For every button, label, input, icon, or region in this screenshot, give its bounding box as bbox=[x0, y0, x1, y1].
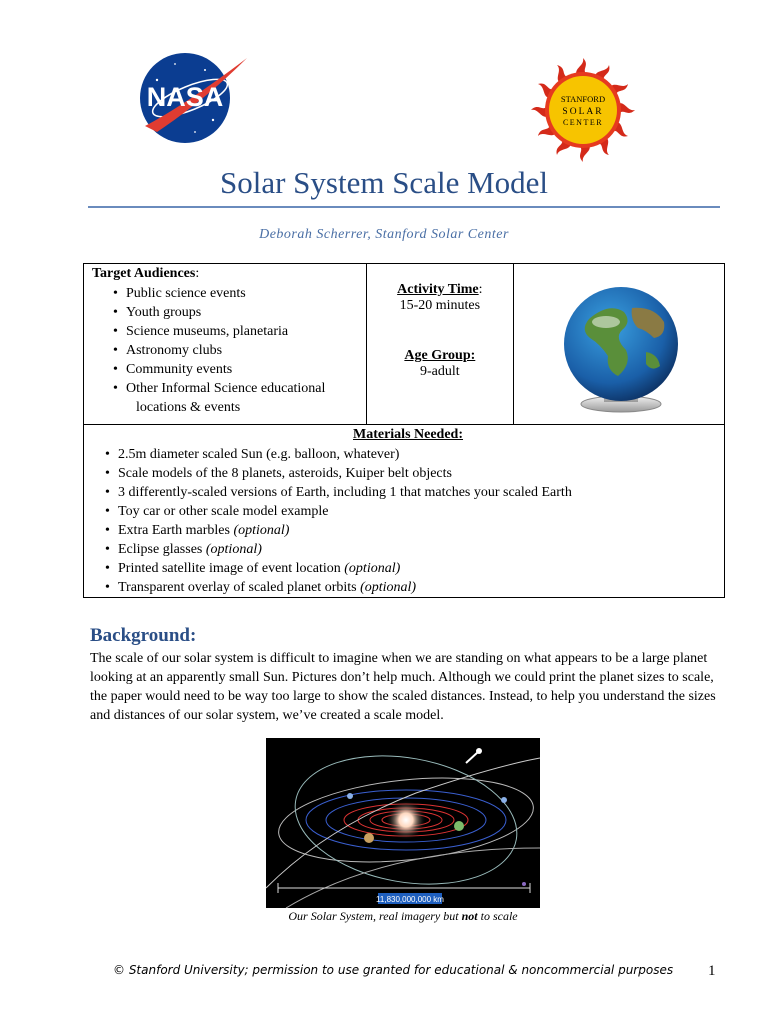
list-item: • Community events bbox=[113, 362, 233, 377]
activity-time-value: 15-20 minutes bbox=[399, 298, 481, 313]
earth-globe-image bbox=[514, 264, 728, 422]
target-audiences-cell: Target Audiences: • Public science events • Youth groups • Science museums, planetaria • Astronomy clubs • Community events • Other Informal Science educational locations & events bbox=[84, 264, 367, 425]
list-item: • Transparent overlay of scaled planet orbits (optional) bbox=[105, 580, 417, 595]
target-audiences-heading: Target Audiences bbox=[92, 266, 196, 281]
globe-image-cell bbox=[513, 264, 724, 425]
copyright-footer: © Stanford University; permission to use granted for educational & noncommercial purposes bbox=[113, 963, 674, 977]
materials-heading: Materials Needed: bbox=[352, 427, 464, 442]
list-item: • Other Informal Science educational bbox=[113, 381, 326, 396]
list-item: • Printed satellite image of event location (optional) bbox=[105, 561, 401, 576]
solar-system-image bbox=[266, 738, 540, 908]
activity-time-cell: Activity Time: 15-20 minutes Age Group: 9-adult bbox=[366, 264, 513, 425]
scale-distance-label: 11,830,000,000 km bbox=[376, 895, 444, 904]
activity-info-table bbox=[83, 263, 725, 598]
background-paragraph: The scale of our solar system is difficult to imagine when we are standing on what appears to be a large planet looking at an apparently small Sun. Pictures don’t help much. Although we could print the planet sizes to scale, the paper would need to be way too large to show the scaled distances. Instead, to help you understand the sizes and distances of our solar system, we’ve created a scale model. bbox=[90, 651, 716, 723]
author-line: Deborah Scherrer, Stanford Solar Center bbox=[259, 227, 509, 242]
stanford-logo-text-3: CENTER bbox=[562, 118, 604, 127]
materials-cell bbox=[84, 425, 725, 598]
list-item: • 3 differently-scaled versions of Earth, including 1 that matches your scaled Earth bbox=[105, 485, 572, 500]
figure-caption: Our Solar System, real imagery but not to scale bbox=[288, 909, 518, 923]
list-item: • Science museums, planetaria bbox=[113, 324, 289, 339]
activity-time-label: Activity Time bbox=[397, 282, 479, 297]
stanford-logo-text-1: STANFORD bbox=[560, 94, 606, 104]
title-divider bbox=[88, 206, 720, 208]
list-item: • 2.5m diameter scaled Sun (e.g. balloon, whatever) bbox=[105, 447, 400, 462]
list-item: • Extra Earth marbles (optional) bbox=[105, 523, 290, 538]
page-title: Solar System Scale Model bbox=[219, 165, 549, 200]
list-item: • Youth groups bbox=[113, 305, 202, 320]
nasa-wordmark: NASA bbox=[146, 82, 224, 112]
materials-list bbox=[92, 445, 724, 597]
list-item: • Toy car or other scale model example bbox=[105, 504, 329, 519]
list-item: • Eclipse glasses (optional) bbox=[105, 542, 262, 557]
audiences-list bbox=[92, 284, 366, 417]
page-number: 1 bbox=[708, 963, 716, 979]
age-group-label: Age Group: bbox=[404, 348, 476, 363]
stanford-logo-text-2: SOLAR bbox=[562, 107, 604, 117]
list-item: • Scale models of the 8 planets, asteroids, Kuiper belt objects bbox=[105, 466, 452, 481]
age-group-value: 9-adult bbox=[420, 364, 460, 379]
stanford-solar-center-logo bbox=[527, 57, 639, 163]
list-item-continuation: locations & events bbox=[136, 400, 241, 415]
list-item: • Astronomy clubs bbox=[113, 343, 223, 358]
nasa-logo bbox=[135, 50, 250, 145]
list-item: • Public science events bbox=[113, 286, 246, 301]
background-heading: Background: bbox=[90, 625, 197, 646]
